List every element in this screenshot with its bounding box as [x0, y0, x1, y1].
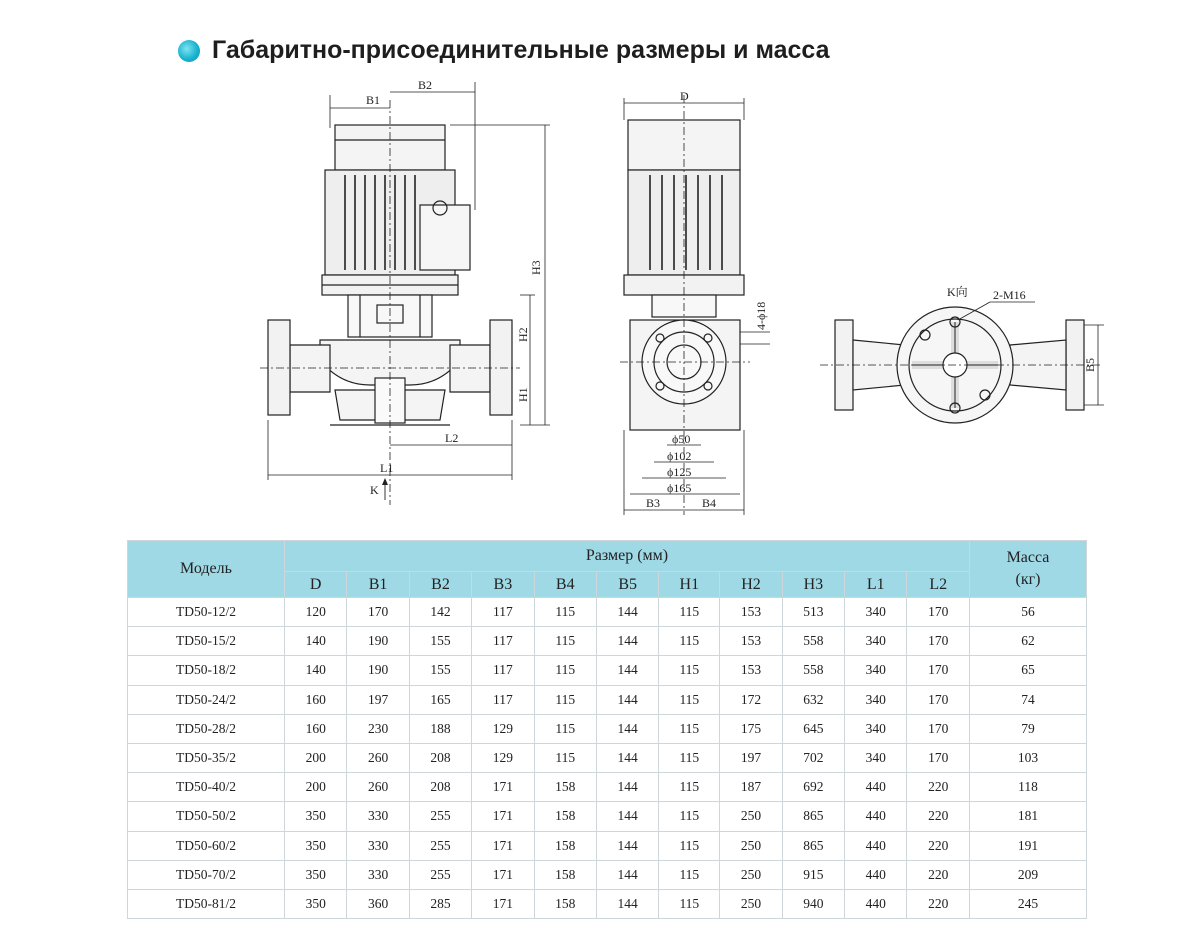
value-cell: 350 — [285, 831, 347, 860]
value-cell: 285 — [409, 889, 471, 918]
value-cell: 340 — [845, 598, 907, 627]
header-col-d: D — [285, 572, 347, 598]
value-cell: 120 — [285, 598, 347, 627]
header-model: Модель — [128, 541, 285, 598]
value-cell: 558 — [782, 627, 844, 656]
value-cell: 350 — [285, 860, 347, 889]
header-size: Размер (мм) — [285, 541, 970, 572]
value-cell: 440 — [845, 860, 907, 889]
value-cell: 340 — [845, 714, 907, 743]
value-cell: 255 — [409, 802, 471, 831]
value-cell: 330 — [347, 831, 409, 860]
label-B5: B5 — [1083, 357, 1097, 372]
value-cell: 171 — [472, 831, 534, 860]
header-col-b3: B3 — [472, 572, 534, 598]
value-cell: 144 — [596, 802, 658, 831]
label-H2: H2 — [516, 327, 530, 342]
value-cell: 171 — [472, 860, 534, 889]
label-phi102: ϕ102 — [667, 449, 692, 463]
value-cell: 200 — [285, 773, 347, 802]
value-cell: 144 — [596, 598, 658, 627]
value-cell: 117 — [472, 627, 534, 656]
table-row — [128, 743, 1087, 772]
value-cell: 197 — [347, 685, 409, 714]
value-cell: 115 — [659, 773, 720, 802]
mass-cell: 209 — [970, 860, 1087, 889]
label-K: K — [370, 483, 379, 497]
table-body — [128, 598, 1087, 919]
value-cell: 170 — [907, 685, 970, 714]
value-cell: 117 — [472, 598, 534, 627]
label-B4: B4 — [702, 496, 717, 510]
value-cell: 144 — [596, 889, 658, 918]
model-cell: TD50-50/2 — [128, 802, 285, 831]
value-cell: 440 — [845, 773, 907, 802]
label-phi125: ϕ125 — [667, 465, 692, 479]
value-cell: 140 — [285, 656, 347, 685]
value-cell: 865 — [782, 831, 844, 860]
header-col-b2: B2 — [409, 572, 471, 598]
mass-cell: 103 — [970, 743, 1087, 772]
label-K-view: K向 — [947, 285, 968, 299]
label-phi165: ϕ165 — [667, 481, 692, 495]
value-cell: 115 — [534, 743, 596, 772]
label-B1: B1 — [366, 93, 381, 107]
value-cell: 115 — [659, 598, 720, 627]
table-row — [128, 598, 1087, 627]
value-cell: 330 — [347, 802, 409, 831]
value-cell: 115 — [659, 743, 720, 772]
header-col-l2: L2 — [907, 572, 970, 598]
value-cell: 340 — [845, 685, 907, 714]
value-cell: 115 — [659, 656, 720, 685]
value-cell: 115 — [534, 598, 596, 627]
model-cell: TD50-70/2 — [128, 860, 285, 889]
value-cell: 155 — [409, 656, 471, 685]
header-col-b4: B4 — [534, 572, 596, 598]
value-cell: 260 — [347, 773, 409, 802]
value-cell: 158 — [534, 802, 596, 831]
value-cell: 115 — [534, 714, 596, 743]
value-cell: 255 — [409, 831, 471, 860]
value-cell: 175 — [720, 714, 782, 743]
value-cell: 160 — [285, 714, 347, 743]
table-row — [128, 773, 1087, 802]
value-cell: 115 — [659, 714, 720, 743]
table-row — [128, 860, 1087, 889]
header-mass: Масса (кг) — [970, 541, 1087, 598]
model-cell: TD50-35/2 — [128, 743, 285, 772]
model-cell: TD50-28/2 — [128, 714, 285, 743]
value-cell: 172 — [720, 685, 782, 714]
value-cell: 645 — [782, 714, 844, 743]
value-cell: 170 — [907, 598, 970, 627]
value-cell: 330 — [347, 860, 409, 889]
value-cell: 440 — [845, 831, 907, 860]
value-cell: 115 — [659, 889, 720, 918]
value-cell: 188 — [409, 714, 471, 743]
model-cell: TD50-24/2 — [128, 685, 285, 714]
value-cell: 155 — [409, 627, 471, 656]
model-cell: TD50-15/2 — [128, 627, 285, 656]
table-row — [128, 627, 1087, 656]
value-cell: 129 — [472, 743, 534, 772]
label-H1: H1 — [516, 387, 530, 402]
value-cell: 190 — [347, 656, 409, 685]
label-D: D — [680, 89, 689, 103]
value-cell: 915 — [782, 860, 844, 889]
model-cell: TD50-60/2 — [128, 831, 285, 860]
value-cell: 115 — [659, 831, 720, 860]
value-cell: 230 — [347, 714, 409, 743]
value-cell: 158 — [534, 889, 596, 918]
label-phi50: ϕ50 — [672, 432, 691, 446]
header-col-b5: B5 — [596, 572, 658, 598]
value-cell: 115 — [659, 860, 720, 889]
value-cell: 632 — [782, 685, 844, 714]
value-cell: 144 — [596, 627, 658, 656]
model-cell: TD50-81/2 — [128, 889, 285, 918]
header-col-b1: B1 — [347, 572, 409, 598]
value-cell: 170 — [907, 714, 970, 743]
side-view — [620, 89, 770, 515]
mass-cell: 181 — [970, 802, 1087, 831]
value-cell: 117 — [472, 656, 534, 685]
mass-cell: 56 — [970, 598, 1087, 627]
table-row — [128, 656, 1087, 685]
page-title: Габаритно-присоединительные размеры и масса — [212, 36, 830, 64]
value-cell: 115 — [659, 802, 720, 831]
value-cell: 865 — [782, 802, 844, 831]
header-col-h1: H1 — [659, 572, 720, 598]
value-cell: 440 — [845, 889, 907, 918]
value-cell: 115 — [659, 627, 720, 656]
value-cell: 220 — [907, 889, 970, 918]
value-cell: 513 — [782, 598, 844, 627]
table-row — [128, 831, 1087, 860]
value-cell: 260 — [347, 743, 409, 772]
value-cell: 144 — [596, 656, 658, 685]
value-cell: 250 — [720, 889, 782, 918]
value-cell: 220 — [907, 860, 970, 889]
value-cell: 255 — [409, 860, 471, 889]
table-row — [128, 802, 1087, 831]
value-cell: 171 — [472, 773, 534, 802]
mass-cell: 191 — [970, 831, 1087, 860]
value-cell: 144 — [596, 831, 658, 860]
value-cell: 197 — [720, 743, 782, 772]
header-col-l1: L1 — [845, 572, 907, 598]
value-cell: 158 — [534, 831, 596, 860]
value-cell: 360 — [347, 889, 409, 918]
top-view — [820, 285, 1104, 423]
value-cell: 160 — [285, 685, 347, 714]
value-cell: 692 — [782, 773, 844, 802]
mass-cell: 245 — [970, 889, 1087, 918]
model-cell: TD50-40/2 — [128, 773, 285, 802]
value-cell: 165 — [409, 685, 471, 714]
value-cell: 144 — [596, 714, 658, 743]
value-cell: 170 — [907, 743, 970, 772]
label-2-M16: 2-M16 — [993, 288, 1026, 302]
table-header-row — [128, 541, 1087, 572]
value-cell: 142 — [409, 598, 471, 627]
label-4phi18: 4-ϕ18 — [754, 301, 768, 330]
value-cell: 220 — [907, 831, 970, 860]
mass-cell: 62 — [970, 627, 1087, 656]
value-cell: 115 — [534, 656, 596, 685]
value-cell: 144 — [596, 860, 658, 889]
value-cell: 171 — [472, 889, 534, 918]
value-cell: 144 — [596, 685, 658, 714]
value-cell: 350 — [285, 802, 347, 831]
value-cell: 350 — [285, 889, 347, 918]
label-B3: B3 — [646, 496, 661, 510]
value-cell: 340 — [845, 627, 907, 656]
value-cell: 115 — [534, 685, 596, 714]
label-B2: B2 — [418, 78, 433, 92]
label-L2: L2 — [445, 431, 459, 445]
value-cell: 171 — [472, 802, 534, 831]
value-cell: 153 — [720, 656, 782, 685]
value-cell: 208 — [409, 743, 471, 772]
mass-cell: 118 — [970, 773, 1087, 802]
table-row — [128, 889, 1087, 918]
table-row — [128, 714, 1087, 743]
value-cell: 200 — [285, 743, 347, 772]
model-cell: TD50-12/2 — [128, 598, 285, 627]
value-cell: 144 — [596, 773, 658, 802]
header-col-h3: H3 — [782, 572, 844, 598]
value-cell: 129 — [472, 714, 534, 743]
value-cell: 250 — [720, 860, 782, 889]
value-cell: 702 — [782, 743, 844, 772]
mass-cell: 65 — [970, 656, 1087, 685]
header-col-h2: H2 — [720, 572, 782, 598]
value-cell: 208 — [409, 773, 471, 802]
value-cell: 440 — [845, 802, 907, 831]
value-cell: 220 — [907, 773, 970, 802]
value-cell: 153 — [720, 598, 782, 627]
value-cell: 250 — [720, 802, 782, 831]
value-cell: 558 — [782, 656, 844, 685]
value-cell: 158 — [534, 860, 596, 889]
value-cell: 187 — [720, 773, 782, 802]
label-L1: L1 — [380, 461, 394, 475]
front-view — [260, 78, 550, 505]
value-cell: 117 — [472, 685, 534, 714]
value-cell: 115 — [659, 685, 720, 714]
value-cell: 340 — [845, 743, 907, 772]
value-cell: 220 — [907, 802, 970, 831]
label-H3: H3 — [529, 260, 543, 275]
value-cell: 153 — [720, 627, 782, 656]
value-cell: 170 — [907, 656, 970, 685]
value-cell: 170 — [907, 627, 970, 656]
value-cell: 940 — [782, 889, 844, 918]
dimension-table — [127, 540, 1087, 919]
mass-cell: 79 — [970, 714, 1087, 743]
mass-cell: 74 — [970, 685, 1087, 714]
value-cell: 115 — [534, 627, 596, 656]
table-row — [128, 685, 1087, 714]
value-cell: 190 — [347, 627, 409, 656]
value-cell: 158 — [534, 773, 596, 802]
value-cell: 144 — [596, 743, 658, 772]
value-cell: 250 — [720, 831, 782, 860]
value-cell: 340 — [845, 656, 907, 685]
model-cell: TD50-18/2 — [128, 656, 285, 685]
value-cell: 140 — [285, 627, 347, 656]
value-cell: 170 — [347, 598, 409, 627]
